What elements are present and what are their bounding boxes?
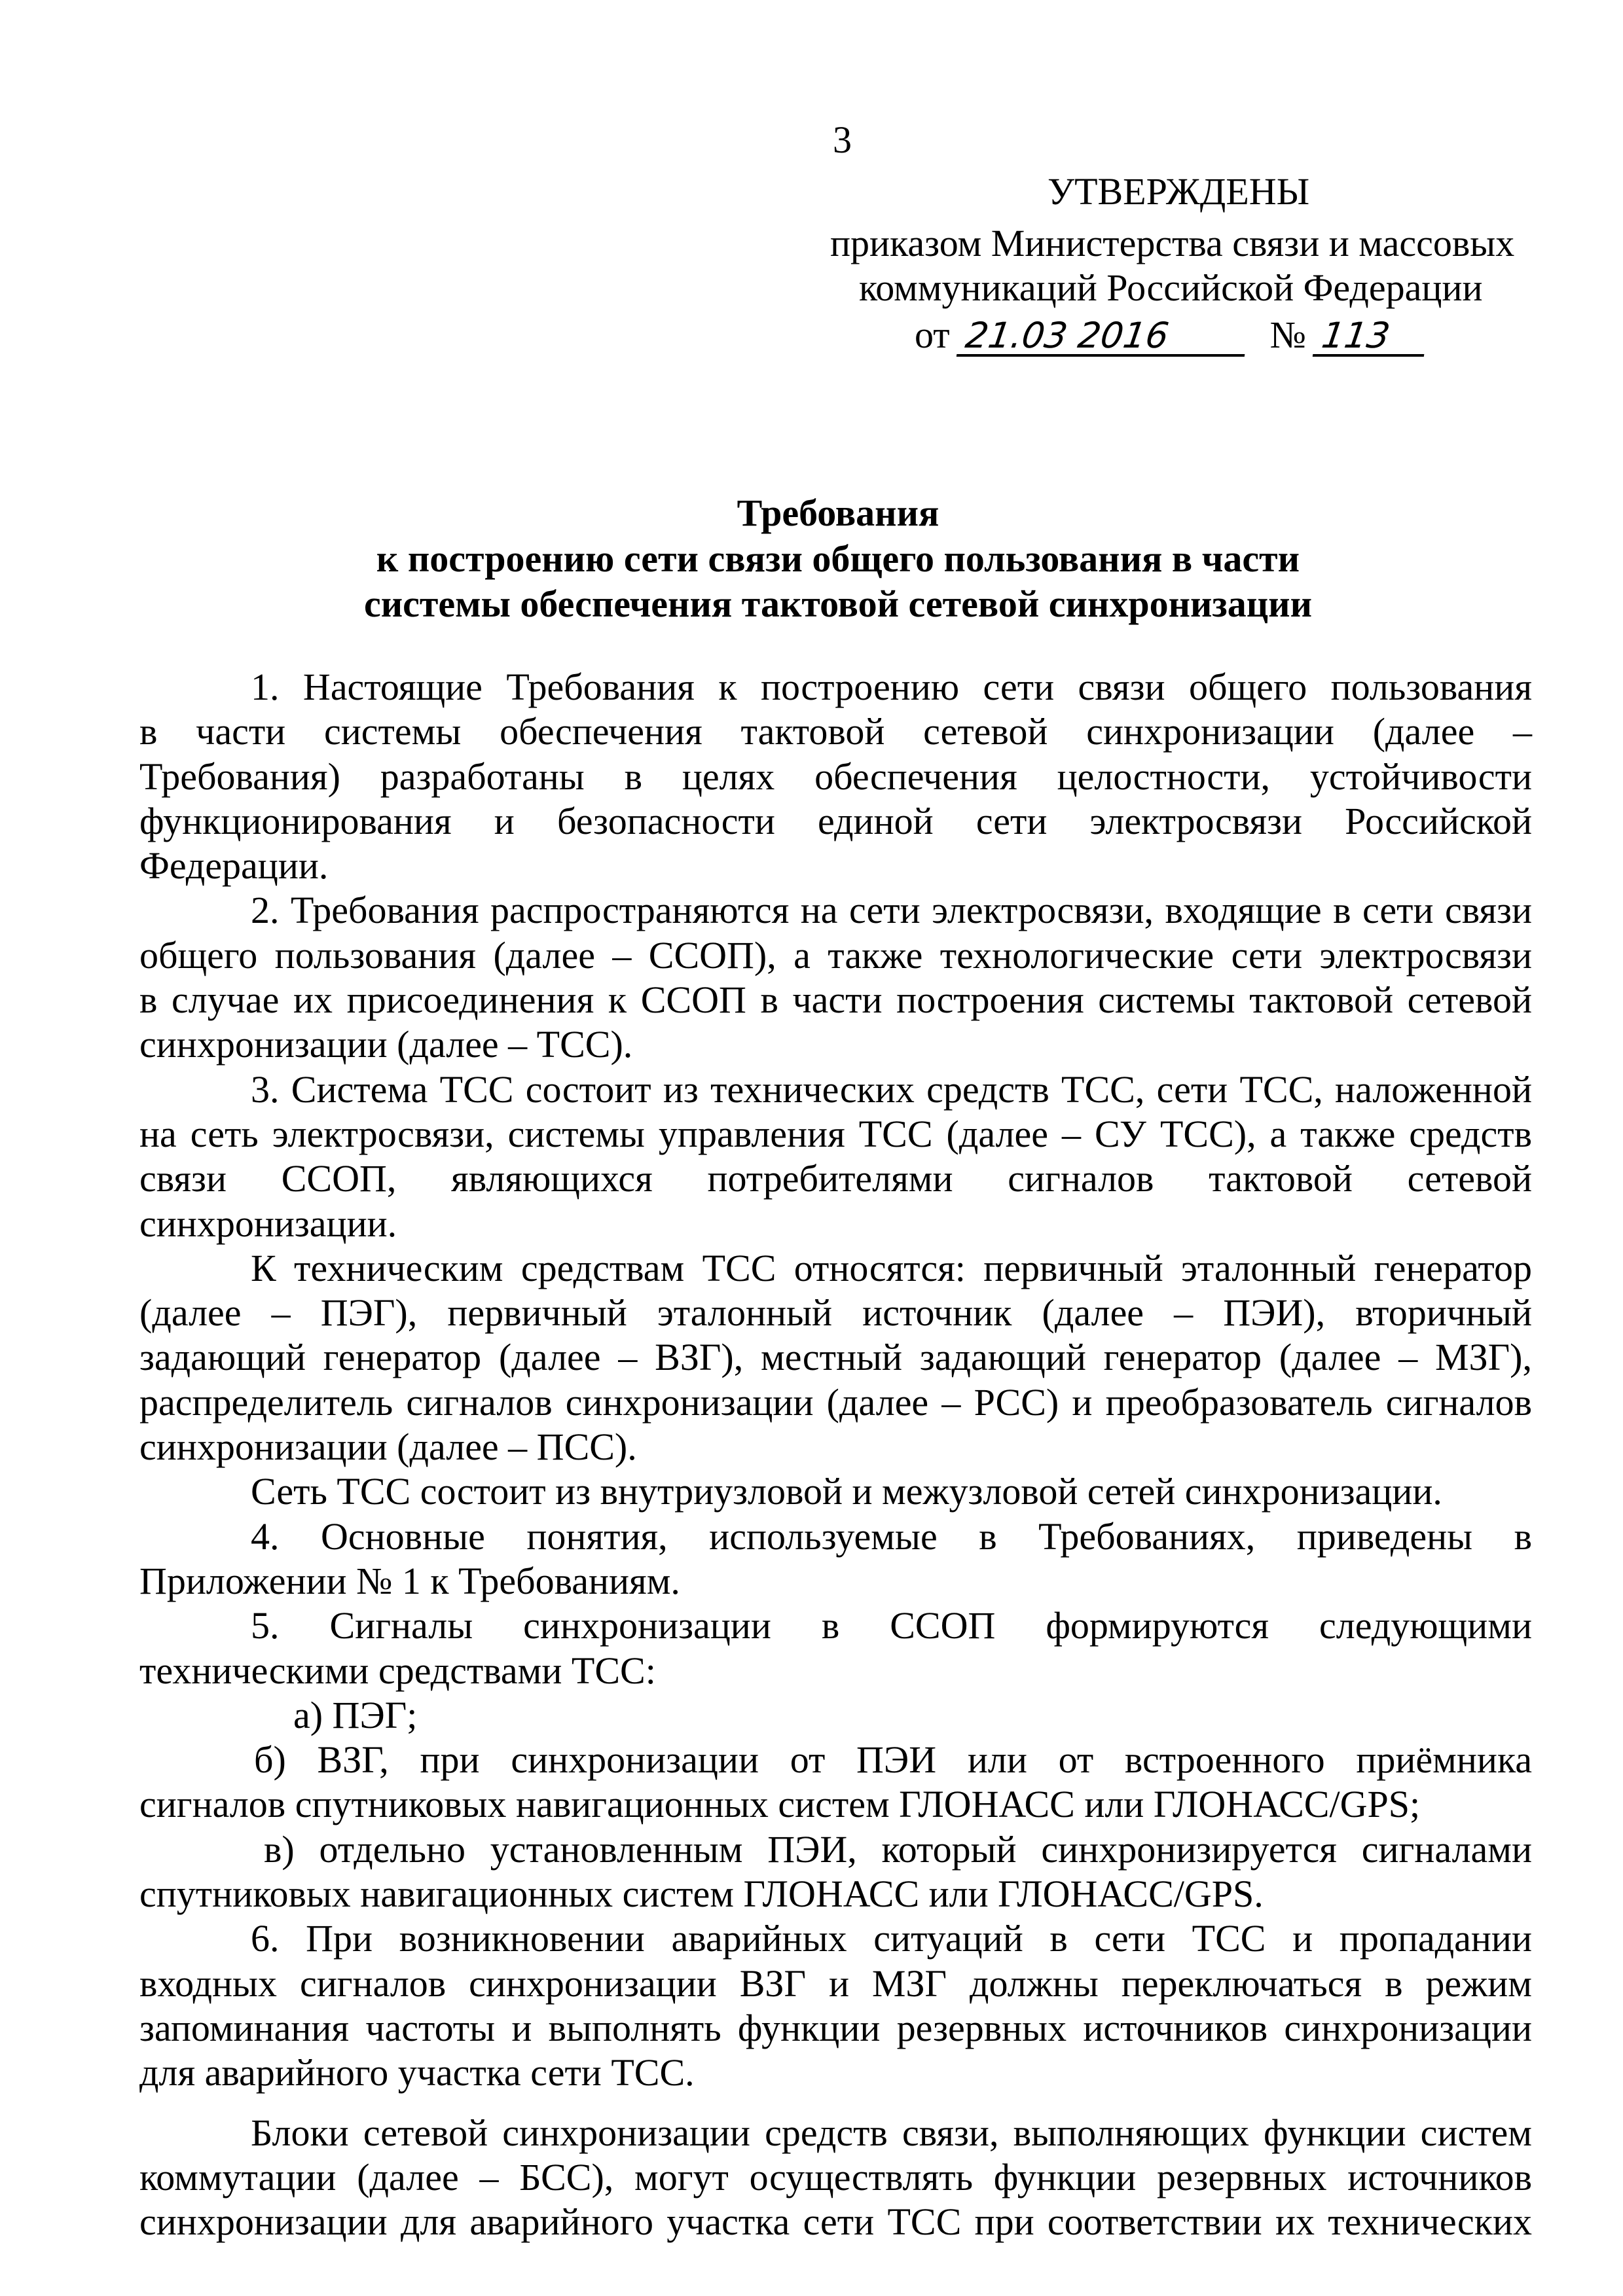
text-line: б) ВЗГ, при синхронизации от ПЭИ или от встроенного приёмника — [254, 1738, 1532, 1782]
approval-line-1: приказом Министерства связи и массовых — [830, 222, 1515, 264]
text-line: сигналов спутниковых навигационных систем ГЛОНАСС или ГЛОНАСС/GPS; — [139, 1783, 1421, 1826]
approval-date-line — [915, 313, 1427, 357]
title-line: к построению сети связи общего пользования в части — [376, 537, 1300, 580]
paragraph — [139, 888, 1532, 1067]
date-prefix: от — [915, 314, 950, 356]
document-body — [139, 665, 1532, 2244]
text-line: 1. Настоящие Требования к построению сети связи общего пользования — [251, 666, 1532, 708]
text-line: задающий генератор (далее – ВЗГ), местный задающий генератор (далее – МЗГ), — [139, 1336, 1532, 1379]
text-line: синхронизации (далее – ТСС). — [139, 1023, 633, 1066]
number-prefix: № — [1269, 314, 1306, 356]
text-line: а) ПЭГ; — [293, 1693, 418, 1736]
text-line: запоминания частоты и выполнять функции резервных источников синхронизации — [139, 2006, 1532, 2049]
text-line: для аварийного участка сети ТСС. — [139, 2051, 695, 2094]
text-line: синхронизации (далее – ПСС). — [139, 1426, 637, 1469]
text-line: техническими средствами ТСС: — [139, 1649, 656, 1692]
text-line: синхронизации для аварийного участка сети ТСС при соответствии их технических — [139, 2200, 1532, 2244]
text-line: синхронизации. — [139, 1202, 397, 1245]
text-line: входных сигналов синхронизации ВЗГ и МЗГ должны переключаться в режим — [139, 1962, 1532, 2005]
title-line: Требования — [737, 492, 939, 534]
text-line: 4. Основные понятия, используемые в Требованиях, приведены в — [251, 1515, 1532, 1558]
text-line: Требования) разработаны в целях обеспечения целостности, устойчивости — [139, 755, 1532, 798]
text-line: связи ССОП, являющихся потребителями сигналов тактовой сетевой — [139, 1157, 1532, 1200]
text-line: в случае их присоединения к ССОП в части построения системы тактовой сетевой — [139, 978, 1532, 1022]
paragraph — [139, 1693, 1532, 1738]
paragraph — [139, 1246, 1532, 1469]
text-line: функционирования и безопасности единой сети электросвязи Российской — [139, 799, 1532, 842]
text-line: Блоки сетевой синхронизации средств связи, выполняющих функции систем — [251, 2111, 1532, 2154]
text-line: К техническим средствам ТСС относятся: первичный эталонный генератор — [251, 1246, 1532, 1289]
paragraph — [139, 1067, 1532, 1246]
text-line: в) отдельно установленным ПЭИ, который синхронизируется сигналами — [264, 1827, 1532, 1871]
text-line: распределитель сигналов синхронизации (далее – РСС) и преобразователь сигналов — [139, 1380, 1532, 1424]
text-line: общего пользования (далее – ССОП), а также технологические сети электросвязи — [139, 933, 1532, 977]
text-line: 6. При возникновении аварийных ситуаций в сети ТСС и пропадании — [251, 1917, 1532, 1960]
text-line: (далее – ПЭГ), первичный эталонный источник (далее – ПЭИ), вторичный — [139, 1291, 1532, 1335]
approval-line-2: коммуникаций Российской Федерации — [859, 266, 1483, 309]
text-line: коммутации (далее – БСС), могут осуществлять функции резервных источников — [139, 2155, 1532, 2198]
text-line: на сеть электросвязи, системы управления ТСС (далее – СУ ТСС), а также средств — [139, 1112, 1532, 1155]
paragraph — [139, 1827, 1532, 1917]
paragraph — [139, 1738, 1532, 1827]
paragraph — [139, 665, 1532, 888]
paragraph — [139, 1916, 1532, 2095]
paragraph — [139, 1604, 1532, 1693]
paragraph — [139, 1469, 1532, 1514]
paragraph — [139, 2111, 1532, 2245]
text-line: Сеть ТСС состоит из внутриузловой и межузловой сетей синхронизации. — [251, 1470, 1442, 1513]
approval-heading: УТВЕРЖДЕНЫ — [1048, 170, 1310, 213]
text-line: 3. Система ТСС состоит из технических средств ТСС, сети ТСС, наложенной — [251, 1067, 1532, 1111]
paragraph — [139, 1515, 1532, 1604]
handwritten-date: 21.03 2016 — [957, 317, 1250, 357]
page-number: 3 — [833, 118, 852, 161]
text-line: 2. Требования распространяются на сети электросвязи, входящие в сети связи — [251, 889, 1532, 932]
text-line: спутниковых навигационных систем ГЛОНАСС или ГЛОНАСС/GPS. — [139, 1873, 1264, 1916]
text-line: Федерации. — [139, 844, 329, 888]
text-line: в части системы обеспечения тактовой сетевой синхронизации (далее – — [139, 710, 1532, 753]
handwritten-number: 113 — [1313, 317, 1429, 357]
title-line: системы обеспечения тактовой сетевой синхронизации — [364, 583, 1312, 625]
text-line: 5. Сигналы синхронизации в ССОП формируются следующими — [251, 1604, 1532, 1647]
text-line: Приложении № 1 к Требованиям. — [139, 1559, 680, 1602]
